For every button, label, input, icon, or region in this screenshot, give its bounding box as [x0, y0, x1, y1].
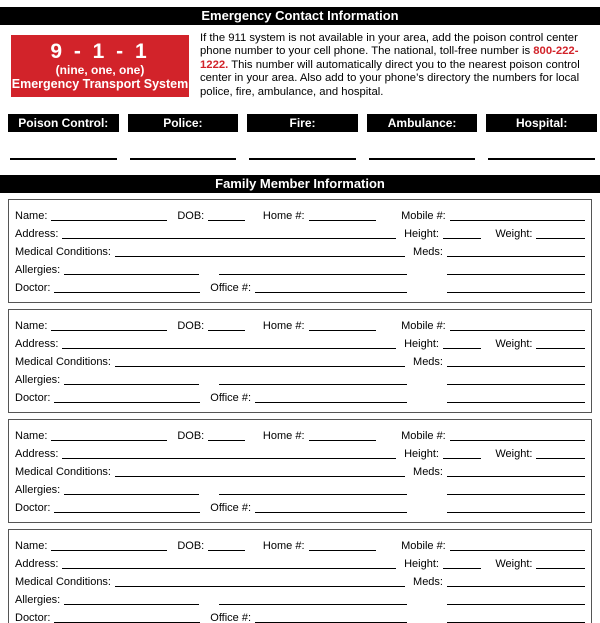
mobile-phone-line — [450, 440, 585, 441]
contact-label-ambulance: Ambulance: — [367, 114, 478, 132]
allergies-label: Allergies: — [15, 374, 61, 387]
intro-text-after: This number will automatically direct you to the nearest poison control center in your area. Also add to your phone’s directory the numbers for local police, fire, ambulance, and hospital. — [200, 58, 580, 98]
name-label: Name: — [15, 430, 48, 443]
member-row-doctor — [15, 277, 585, 295]
meds-label: Meds: — [413, 356, 443, 369]
medical-conditions-line — [115, 476, 405, 477]
weight-label: Weight: — [495, 558, 533, 571]
meds-label: Meds: — [413, 246, 443, 259]
address-label: Address: — [15, 558, 59, 571]
allergies-label: Allergies: — [15, 264, 61, 277]
address-line — [62, 568, 396, 569]
nine-one-one-box — [11, 35, 189, 97]
meds-continuation-line-2 — [447, 402, 585, 403]
nine-one-one-words: (nine, one, one) — [55, 63, 145, 77]
member-row-allergies — [15, 479, 585, 497]
mobile-phone-label: Mobile #: — [401, 320, 446, 333]
name-line — [51, 330, 167, 331]
member-row-medical — [15, 461, 585, 479]
home-phone-label: Home #: — [262, 430, 305, 443]
weight-label: Weight: — [495, 228, 533, 241]
allergies-continuation-line — [219, 494, 407, 495]
name-line — [51, 440, 167, 441]
contact-label-hospital: Hospital: — [486, 114, 597, 132]
meds-line — [447, 586, 585, 587]
office-phone-label: Office #: — [210, 612, 252, 623]
allergies-line — [64, 384, 198, 385]
member-row-name — [15, 205, 585, 223]
medical-conditions-label: Medical Conditions: — [15, 246, 111, 259]
contact-blank-lines-row — [8, 158, 597, 160]
home-phone-line — [309, 220, 377, 221]
meds-continuation-line-2 — [447, 512, 585, 513]
height-line — [443, 348, 481, 349]
intro-text-before: If the 911 system is not available in your area, add the poison control center phone number to your cell phone. The national, toll-free number is — [200, 32, 578, 58]
contact-labels-row — [8, 114, 597, 132]
weight-label: Weight: — [495, 448, 533, 461]
contact-label-fire: Fire: — [247, 114, 358, 132]
home-phone-line — [309, 550, 377, 551]
medical-conditions-line — [115, 366, 405, 367]
allergies-line — [64, 604, 198, 605]
hospital-blank-line — [488, 158, 595, 160]
height-label: Height: — [404, 558, 439, 571]
family-member-block — [8, 199, 592, 303]
meds-continuation-line — [447, 494, 585, 495]
mobile-phone-line — [450, 550, 585, 551]
mobile-phone-line — [450, 330, 585, 331]
allergies-line — [64, 274, 198, 275]
member-row-address — [15, 553, 585, 571]
address-line — [62, 238, 396, 239]
family-member-block — [8, 419, 592, 523]
weight-line — [536, 238, 585, 239]
meds-continuation-line-2 — [447, 292, 585, 293]
member-row-address — [15, 443, 585, 461]
family-member-blocks — [0, 199, 600, 623]
address-label: Address: — [15, 338, 59, 351]
home-phone-label: Home #: — [262, 540, 305, 553]
member-row-doctor — [15, 607, 585, 623]
dob-label: DOB: — [177, 540, 205, 553]
family-member-block — [8, 529, 592, 623]
emergency-transport-label: Emergency Transport System — [11, 77, 189, 91]
meds-label: Meds: — [413, 576, 443, 589]
medical-conditions-line — [115, 256, 405, 257]
weight-line — [536, 348, 585, 349]
allergies-label: Allergies: — [15, 484, 61, 497]
height-label: Height: — [404, 448, 439, 461]
intro-section — [11, 32, 592, 99]
meds-line — [447, 476, 585, 477]
allergies-continuation-line — [219, 384, 407, 385]
mobile-phone-label: Mobile #: — [401, 210, 446, 223]
doctor-line — [54, 292, 200, 293]
meds-label: Meds: — [413, 466, 443, 479]
dob-label: DOB: — [177, 320, 205, 333]
height-line — [443, 568, 481, 569]
home-phone-line — [309, 440, 377, 441]
name-label: Name: — [15, 210, 48, 223]
member-row-name — [15, 535, 585, 553]
weight-line — [536, 568, 585, 569]
allergies-continuation-line — [219, 604, 407, 605]
height-label: Height: — [404, 338, 439, 351]
member-row-name — [15, 425, 585, 443]
medical-conditions-label: Medical Conditions: — [15, 576, 111, 589]
office-phone-line — [255, 402, 407, 403]
member-row-address — [15, 223, 585, 241]
home-phone-line — [309, 330, 377, 331]
allergies-label: Allergies: — [15, 594, 61, 607]
address-label: Address: — [15, 448, 59, 461]
member-row-doctor — [15, 387, 585, 405]
meds-continuation-line — [447, 604, 585, 605]
dob-line — [208, 330, 245, 331]
mobile-phone-line — [450, 220, 585, 221]
office-phone-label: Office #: — [210, 392, 252, 405]
dob-label: DOB: — [177, 430, 205, 443]
poison-control-phone-number: 800-222-1222. — [200, 45, 579, 71]
medical-conditions-label: Medical Conditions: — [15, 466, 111, 479]
meds-line — [447, 256, 585, 257]
meds-line — [447, 366, 585, 367]
name-line — [51, 220, 167, 221]
address-line — [62, 348, 396, 349]
name-label: Name: — [15, 540, 48, 553]
member-row-doctor — [15, 497, 585, 515]
meds-continuation-line — [447, 274, 585, 275]
doctor-label: Doctor: — [15, 502, 51, 515]
height-label: Height: — [404, 228, 439, 241]
doctor-line — [54, 512, 200, 513]
address-line — [62, 458, 396, 459]
mobile-phone-label: Mobile #: — [401, 540, 446, 553]
name-label: Name: — [15, 320, 48, 333]
meds-continuation-line — [447, 384, 585, 385]
dob-line — [208, 550, 245, 551]
doctor-line — [54, 402, 200, 403]
mobile-phone-label: Mobile #: — [401, 430, 446, 443]
family-section-header: Family Member Information — [0, 175, 600, 193]
contact-label-poison-control: Poison Control: — [8, 114, 119, 132]
emergency-section-header: Emergency Contact Information — [0, 7, 600, 25]
address-label: Address: — [15, 228, 59, 241]
member-row-medical — [15, 571, 585, 589]
family-member-block — [8, 309, 592, 413]
dob-line — [208, 220, 245, 221]
office-phone-label: Office #: — [210, 282, 252, 295]
office-phone-line — [255, 292, 407, 293]
office-phone-label: Office #: — [210, 502, 252, 515]
intro-paragraph — [200, 32, 592, 99]
home-phone-label: Home #: — [262, 210, 305, 223]
police-blank-line — [130, 158, 237, 160]
poison-control-blank-line — [10, 158, 117, 160]
weight-line — [536, 458, 585, 459]
allergies-line — [64, 494, 198, 495]
member-row-address — [15, 333, 585, 351]
ambulance-blank-line — [369, 158, 476, 160]
member-row-allergies — [15, 589, 585, 607]
name-line — [51, 550, 167, 551]
nine-one-one-number: 9 - 1 - 1 — [50, 40, 150, 63]
member-row-name — [15, 315, 585, 333]
doctor-label: Doctor: — [15, 392, 51, 405]
height-line — [443, 458, 481, 459]
member-row-medical — [15, 241, 585, 259]
dob-label: DOB: — [177, 210, 205, 223]
office-phone-line — [255, 512, 407, 513]
home-phone-label: Home #: — [262, 320, 305, 333]
member-row-allergies — [15, 369, 585, 387]
medical-conditions-label: Medical Conditions: — [15, 356, 111, 369]
height-line — [443, 238, 481, 239]
doctor-label: Doctor: — [15, 282, 51, 295]
dob-line — [208, 440, 245, 441]
contact-label-police: Police: — [128, 114, 239, 132]
doctor-label: Doctor: — [15, 612, 51, 623]
medical-conditions-line — [115, 586, 405, 587]
member-row-medical — [15, 351, 585, 369]
fire-blank-line — [249, 158, 356, 160]
member-row-allergies — [15, 259, 585, 277]
weight-label: Weight: — [495, 338, 533, 351]
allergies-continuation-line — [219, 274, 407, 275]
